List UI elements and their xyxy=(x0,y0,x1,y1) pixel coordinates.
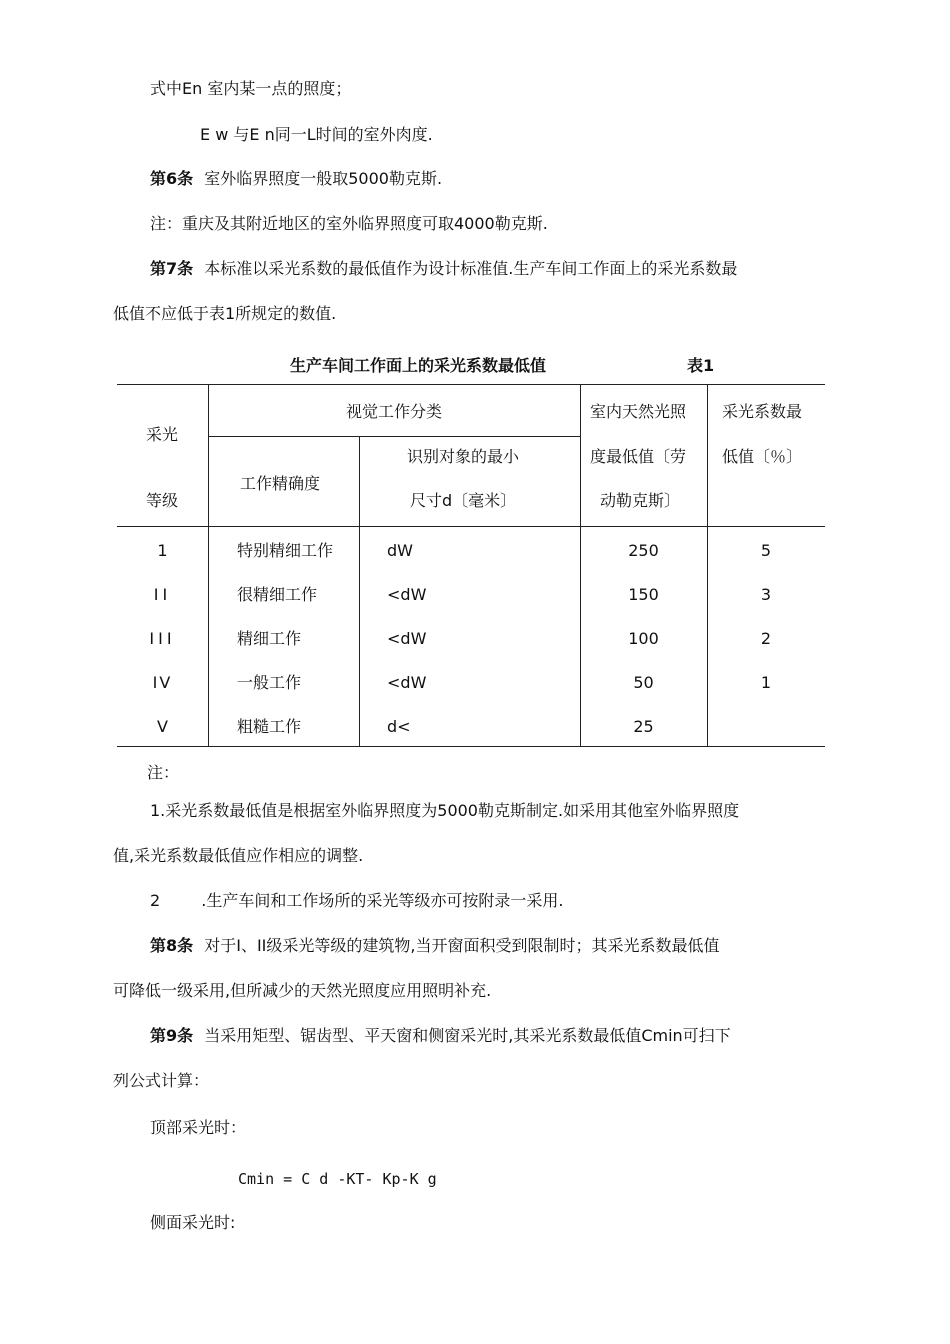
article-6-label: 第6条 xyxy=(150,169,194,188)
row-size: <dW xyxy=(387,585,427,604)
header-coef-2: 低值〔％〕 xyxy=(722,447,803,466)
row-illum: 100 xyxy=(628,629,659,648)
row-grade: II xyxy=(153,585,172,604)
row-illum: 25 xyxy=(633,717,654,736)
table-top-border xyxy=(117,384,825,385)
article-7-label: 第7条 xyxy=(150,259,194,278)
header-precision: 工作精确度 xyxy=(240,474,321,493)
row-size: <dW xyxy=(387,673,427,692)
header-illum-2: 度最低值〔劳 xyxy=(590,447,687,466)
table-title: 生产车间工作面上的采光系数最低值 xyxy=(290,356,547,375)
col-divider-2 xyxy=(359,436,360,746)
row-precision: 很精细工作 xyxy=(237,585,318,604)
side-lighting-label: 侧面采光时: xyxy=(150,1213,236,1232)
notes-label: 注： xyxy=(147,763,180,782)
article-9-line-1 xyxy=(150,1025,731,1047)
header-grade-top: 采光 xyxy=(146,425,179,444)
row-precision: 粗糙工作 xyxy=(237,717,302,736)
row-illum: 250 xyxy=(628,541,659,560)
article-8-label: 第8条 xyxy=(150,936,194,955)
article-6-text: 室外临界照度一般取5000勒克斯. xyxy=(204,169,443,188)
visual-work-divider xyxy=(208,436,580,437)
formula-explanation-ew: E w 与E n同一L时间的室外肉度. xyxy=(200,125,433,144)
header-illum-3: 动勒克斯〕 xyxy=(600,491,681,510)
article-8-text-1: 对于I、II级采光等级的建筑物,当开窗面积受到限制时；其采光系数最低值 xyxy=(204,936,720,955)
row-illum: 150 xyxy=(628,585,659,604)
formula-explanation-en: 式中En 室内某一点的照度； xyxy=(150,79,352,98)
header-object-size-2: 尺寸d〔毫米〕 xyxy=(410,491,517,510)
note-chongqing: 注：重庆及其附近地区的室外临界照度可取4000勒克斯. xyxy=(150,214,548,233)
header-object-size-1: 识别对象的最小 xyxy=(407,447,520,466)
col-divider-1 xyxy=(208,384,209,746)
article-8-line-1 xyxy=(150,935,719,957)
header-grade-bottom: 等级 xyxy=(146,491,179,510)
header-coef-1: 采光系数最 xyxy=(722,402,803,421)
row-coef: 5 xyxy=(760,541,772,560)
top-lighting-label: 顶部采光时： xyxy=(150,1118,247,1137)
row-size: dW xyxy=(387,541,413,560)
cmin-formula: Cmin = C d -KT- Kp-K g xyxy=(238,1170,437,1188)
table-header-bottom xyxy=(117,526,825,527)
header-visual-work: 视觉工作分类 xyxy=(345,402,442,421)
article-7-line-1 xyxy=(150,258,737,280)
article-9-text-1: 当采用矩型、锯齿型、平天窗和侧窗采光时,其采光系数最低值Cmin可扫下 xyxy=(204,1026,731,1045)
row-precision: 一般工作 xyxy=(237,673,302,692)
note-2 xyxy=(150,890,563,912)
row-precision: 精细工作 xyxy=(237,629,302,648)
row-size: <dW xyxy=(387,629,427,648)
article-9-label: 第9条 xyxy=(150,1026,194,1045)
note-2-text: .生产车间和工作场所的采光等级亦可按附录一采用. xyxy=(201,891,564,910)
row-coef: 3 xyxy=(760,585,772,604)
article-6 xyxy=(150,168,442,190)
row-coef: 2 xyxy=(760,629,772,648)
row-grade: 1 xyxy=(157,541,168,560)
row-illum: 50 xyxy=(633,673,654,692)
row-size: d< xyxy=(387,717,411,736)
row-precision: 特别精细工作 xyxy=(237,541,334,560)
note-1-line-2: 值,采光系数最低值应作相应的调整. xyxy=(113,846,364,865)
row-coef: 1 xyxy=(760,673,772,692)
table-bottom-border xyxy=(117,746,825,747)
note-1-line-1: 1.采光系数最低值是根据室外临界照度为5000勒克斯制定.如采用其他室外临界照度 xyxy=(150,801,740,820)
article-8-line-2: 可降低一级采用,但所减少的天然光照度应用照明补充. xyxy=(113,981,492,1000)
table-number: 表1 xyxy=(687,356,715,375)
row-grade: V xyxy=(157,717,168,736)
row-grade: III xyxy=(149,629,176,648)
note-2-number: 2 xyxy=(150,891,161,910)
header-illum-1: 室内天然光照 xyxy=(590,402,687,421)
article-9-line-2: 列公式计算： xyxy=(113,1071,210,1090)
row-grade: IV xyxy=(152,673,173,692)
article-7-line-2: 低值不应低于表1所规定的数值. xyxy=(113,304,337,323)
article-7-text-1: 本标准以采光系数的最低值作为设计标准值.生产车间工作面上的采光系数最 xyxy=(204,259,738,278)
